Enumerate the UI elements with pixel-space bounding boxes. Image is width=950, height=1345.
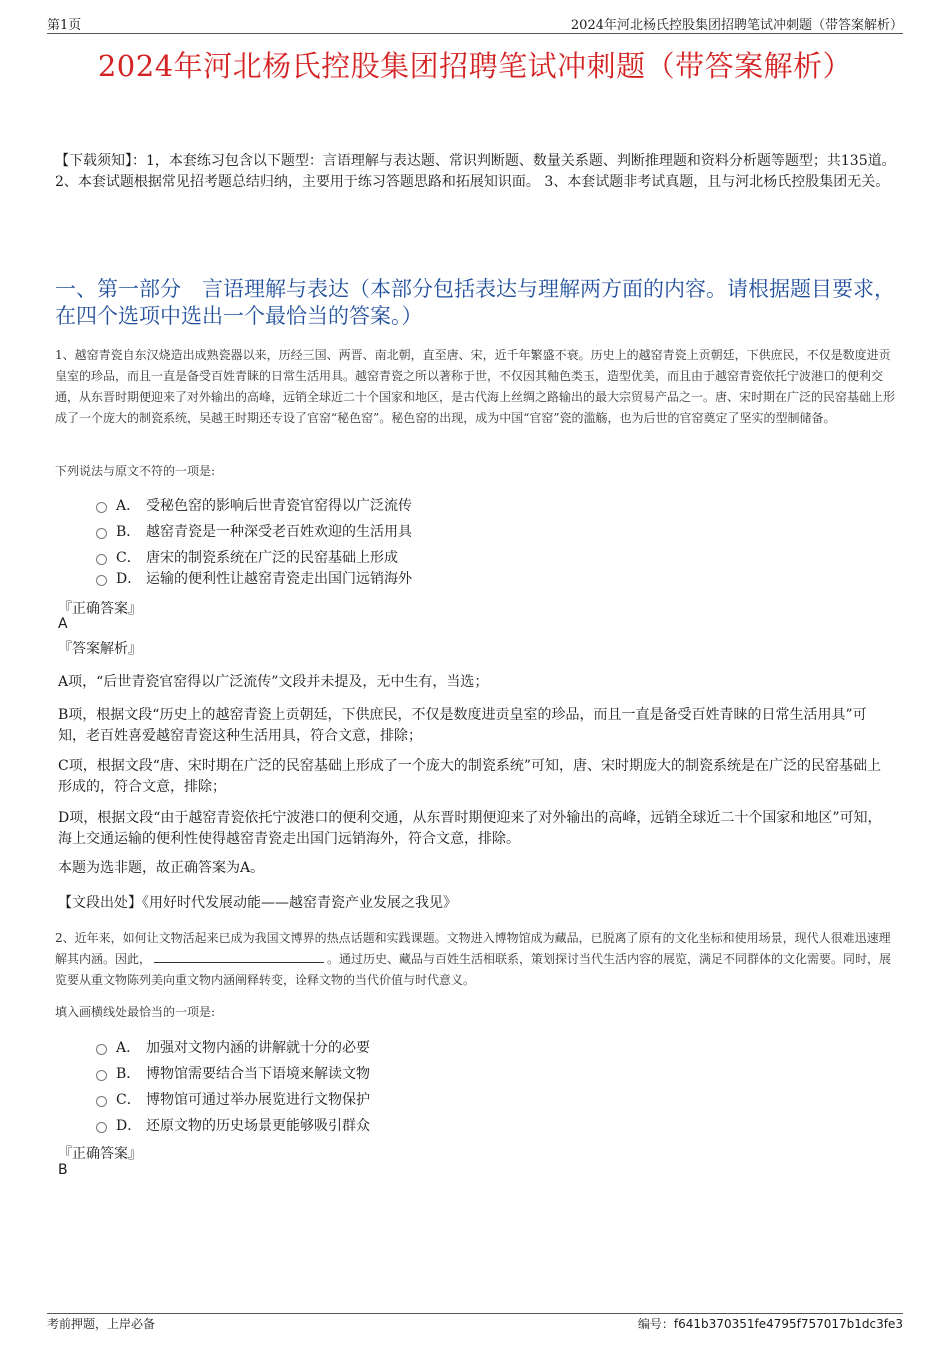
code-label: 编号： <box>637 1317 674 1331</box>
radio-icon[interactable] <box>96 554 107 565</box>
question-1-option-c[interactable] <box>96 547 398 569</box>
option-text: 受秘色窑的影响后世青瓷官窑得以广泛流传 <box>146 498 412 514</box>
analysis-label: 『答案解析』 <box>58 641 142 657</box>
section-heading: 一、第一部分 言语理解与表达（本部分包括表达与理解两方面的内容。请根据题目要求，在四个选项中选出一个最恰当的答案。） <box>55 277 895 328</box>
option-text: 唐宋的制瓷系统在广泛的民窑基础上形成 <box>146 550 398 566</box>
analysis-item-d: D项，根据文段“由于越窑青瓷依托宁波港口的便利交通，从东晋时期便迎来了对外输出的高峰，远销全球近二十个国家和地区”可知，海上交通运输的便利性使得越窑青瓷走出国门远销海外，符合文意，排除。 <box>58 810 882 847</box>
question-1-option-a[interactable] <box>96 495 412 517</box>
question-2-option-a[interactable] <box>96 1037 370 1059</box>
option-letter: C． <box>116 1092 141 1108</box>
radio-icon[interactable] <box>96 575 107 586</box>
header-doc-name: 2024年河北杨氏控股集团招聘笔试冲刺题（带答案解析） <box>570 18 903 33</box>
footer-divider <box>47 1313 903 1314</box>
footer-slogan: 考前押题，上岸必备 <box>47 1317 156 1331</box>
radio-icon[interactable] <box>96 1096 107 1107</box>
answer-label: 『正确答案』 <box>58 1146 142 1162</box>
radio-icon[interactable] <box>96 528 107 539</box>
option-letter: B． <box>116 524 141 540</box>
header-divider <box>47 33 903 34</box>
answer-value: B <box>58 1162 68 1178</box>
option-text: 还原文物的历史场景更能够吸引群众 <box>146 1118 370 1134</box>
radio-icon[interactable] <box>96 1070 107 1081</box>
analysis-item-b: B项，根据文段“历史上的越窑青瓷上贡朝廷，下供庶民，不仅是数度进贡皇室的珍品，而且一直是备受百姓青睐的日常生活用具”可知，老百姓喜爱越窑青瓷这种生活用具，符合文意，排除； <box>58 707 867 744</box>
option-text: 加强对文物内涵的讲解就十分的必要 <box>146 1040 370 1056</box>
question-1-prompt: 下列说法与原文不符的一项是: <box>55 464 216 478</box>
analysis-item-c: C项，根据文段“唐、宋时期在广泛的民窑基础上形成了一个庞大的制瓷系统”可知，唐、宋时期庞大的制瓷系统是在广泛的民窑基础上形成的，符合文意，排除； <box>58 758 882 795</box>
option-text: 运输的便利性让越窑青瓷走出国门远销海外 <box>146 571 412 587</box>
question-1-option-d[interactable] <box>96 568 412 590</box>
answer-label: 『正确答案』 <box>58 601 142 617</box>
question-1-option-b[interactable] <box>96 521 412 543</box>
question-2-passage <box>55 928 900 991</box>
document-title: 2024年河北杨氏控股集团招聘笔试冲刺题（带答案解析） <box>97 49 853 83</box>
passage-source: 【文段出处】《用好时代发展动能——越窑青瓷产业发展之我见》 <box>58 895 457 911</box>
option-letter: A． <box>116 498 141 514</box>
passage-text-before: 2、近年来，如何让文物活起来已成为我国文博界的热点话题和实践课题。文物进入博物馆成为藏品，已脱离了原有的文化坐标和使用场景，现代人很难迅速理解其内涵。因此， <box>55 931 891 966</box>
radio-icon[interactable] <box>96 502 107 513</box>
radio-icon[interactable] <box>96 1044 107 1055</box>
footer-code <box>638 1315 903 1332</box>
option-letter: B． <box>116 1066 141 1082</box>
fill-blank <box>154 950 324 963</box>
passage-text-after: 。通过历史、藏品与百姓生活相联系，策划探讨当代生活内容的展览，满足不同群体的文化需要。同时，展览要从重文物陈列美向重文物内涵阐释转变，诠释文物的当代价值与时代意义。 <box>55 952 892 987</box>
question-2-option-c[interactable] <box>96 1089 370 1111</box>
page-number: 第1页 <box>47 18 82 33</box>
download-notice: 【下载须知】：1，本套练习包含以下题型：言语理解与表达题、常识判断题、数量关系题、判断推理题和资料分析题等题型；共135道。 2、本套试题根据常见招考题总结归纳，主要用于练习答题思路和拓展知识面。 3、本套试题非考试真题，且与河北杨氏控股集团无关。 <box>55 153 896 190</box>
question-2-option-d[interactable] <box>96 1115 370 1137</box>
code-value: f641b370351fe4795f757017b1dc3fe3 <box>673 1317 903 1331</box>
option-text: 越窑青瓷是一种深受老百姓欢迎的生活用具 <box>146 524 412 540</box>
question-1-passage: 1、越窑青瓷自东汉烧造出成熟瓷器以来，历经三国、两晋、南北朝，直至唐、宋，近千年繁盛不衰。历史上的越窑青瓷上贡朝廷，下供庶民，不仅是数度进贡皇室的珍品，而且一直是备受百姓青睐的日常生活用具。越窑青瓷之所以著称于世，不仅因其釉色类玉，造型优美，而且由于越窑青瓷依托宁波港口的便利交通，从东晋时期便迎来了对外输出的高峰，远销全球近二十个国家和地区，是古代海上丝绸之路输出的最大宗贸易产品之一。唐、宋时期在广泛的民窑基础上形成了一个庞大的制瓷系统，吴越王时期还专设了官窑“秘色窑”。秘色窑的出现，成为中国“官窑”瓷的滥觞，也为后世的官窑奠定了坚实的型制储备。 <box>55 348 896 425</box>
option-letter: D． <box>116 1118 142 1134</box>
option-letter: A． <box>116 1040 141 1056</box>
option-letter: D． <box>116 571 142 587</box>
option-text: 博物馆可通过举办展览进行文物保护 <box>146 1092 370 1108</box>
analysis-conclusion: 本题为选非题，故正确答案为A。 <box>58 860 265 876</box>
option-letter: C． <box>116 550 141 566</box>
question-2-option-b[interactable] <box>96 1063 370 1085</box>
answer-value: A <box>58 616 68 632</box>
question-2-prompt: 填入画横线处最恰当的一项是: <box>55 1005 216 1019</box>
analysis-item-a: A项，“后世青瓷官窑得以广泛流传”文段并未提及，无中生有，当选； <box>58 674 489 690</box>
option-text: 博物馆需要结合当下语境来解读文物 <box>146 1066 370 1082</box>
radio-icon[interactable] <box>96 1122 107 1133</box>
